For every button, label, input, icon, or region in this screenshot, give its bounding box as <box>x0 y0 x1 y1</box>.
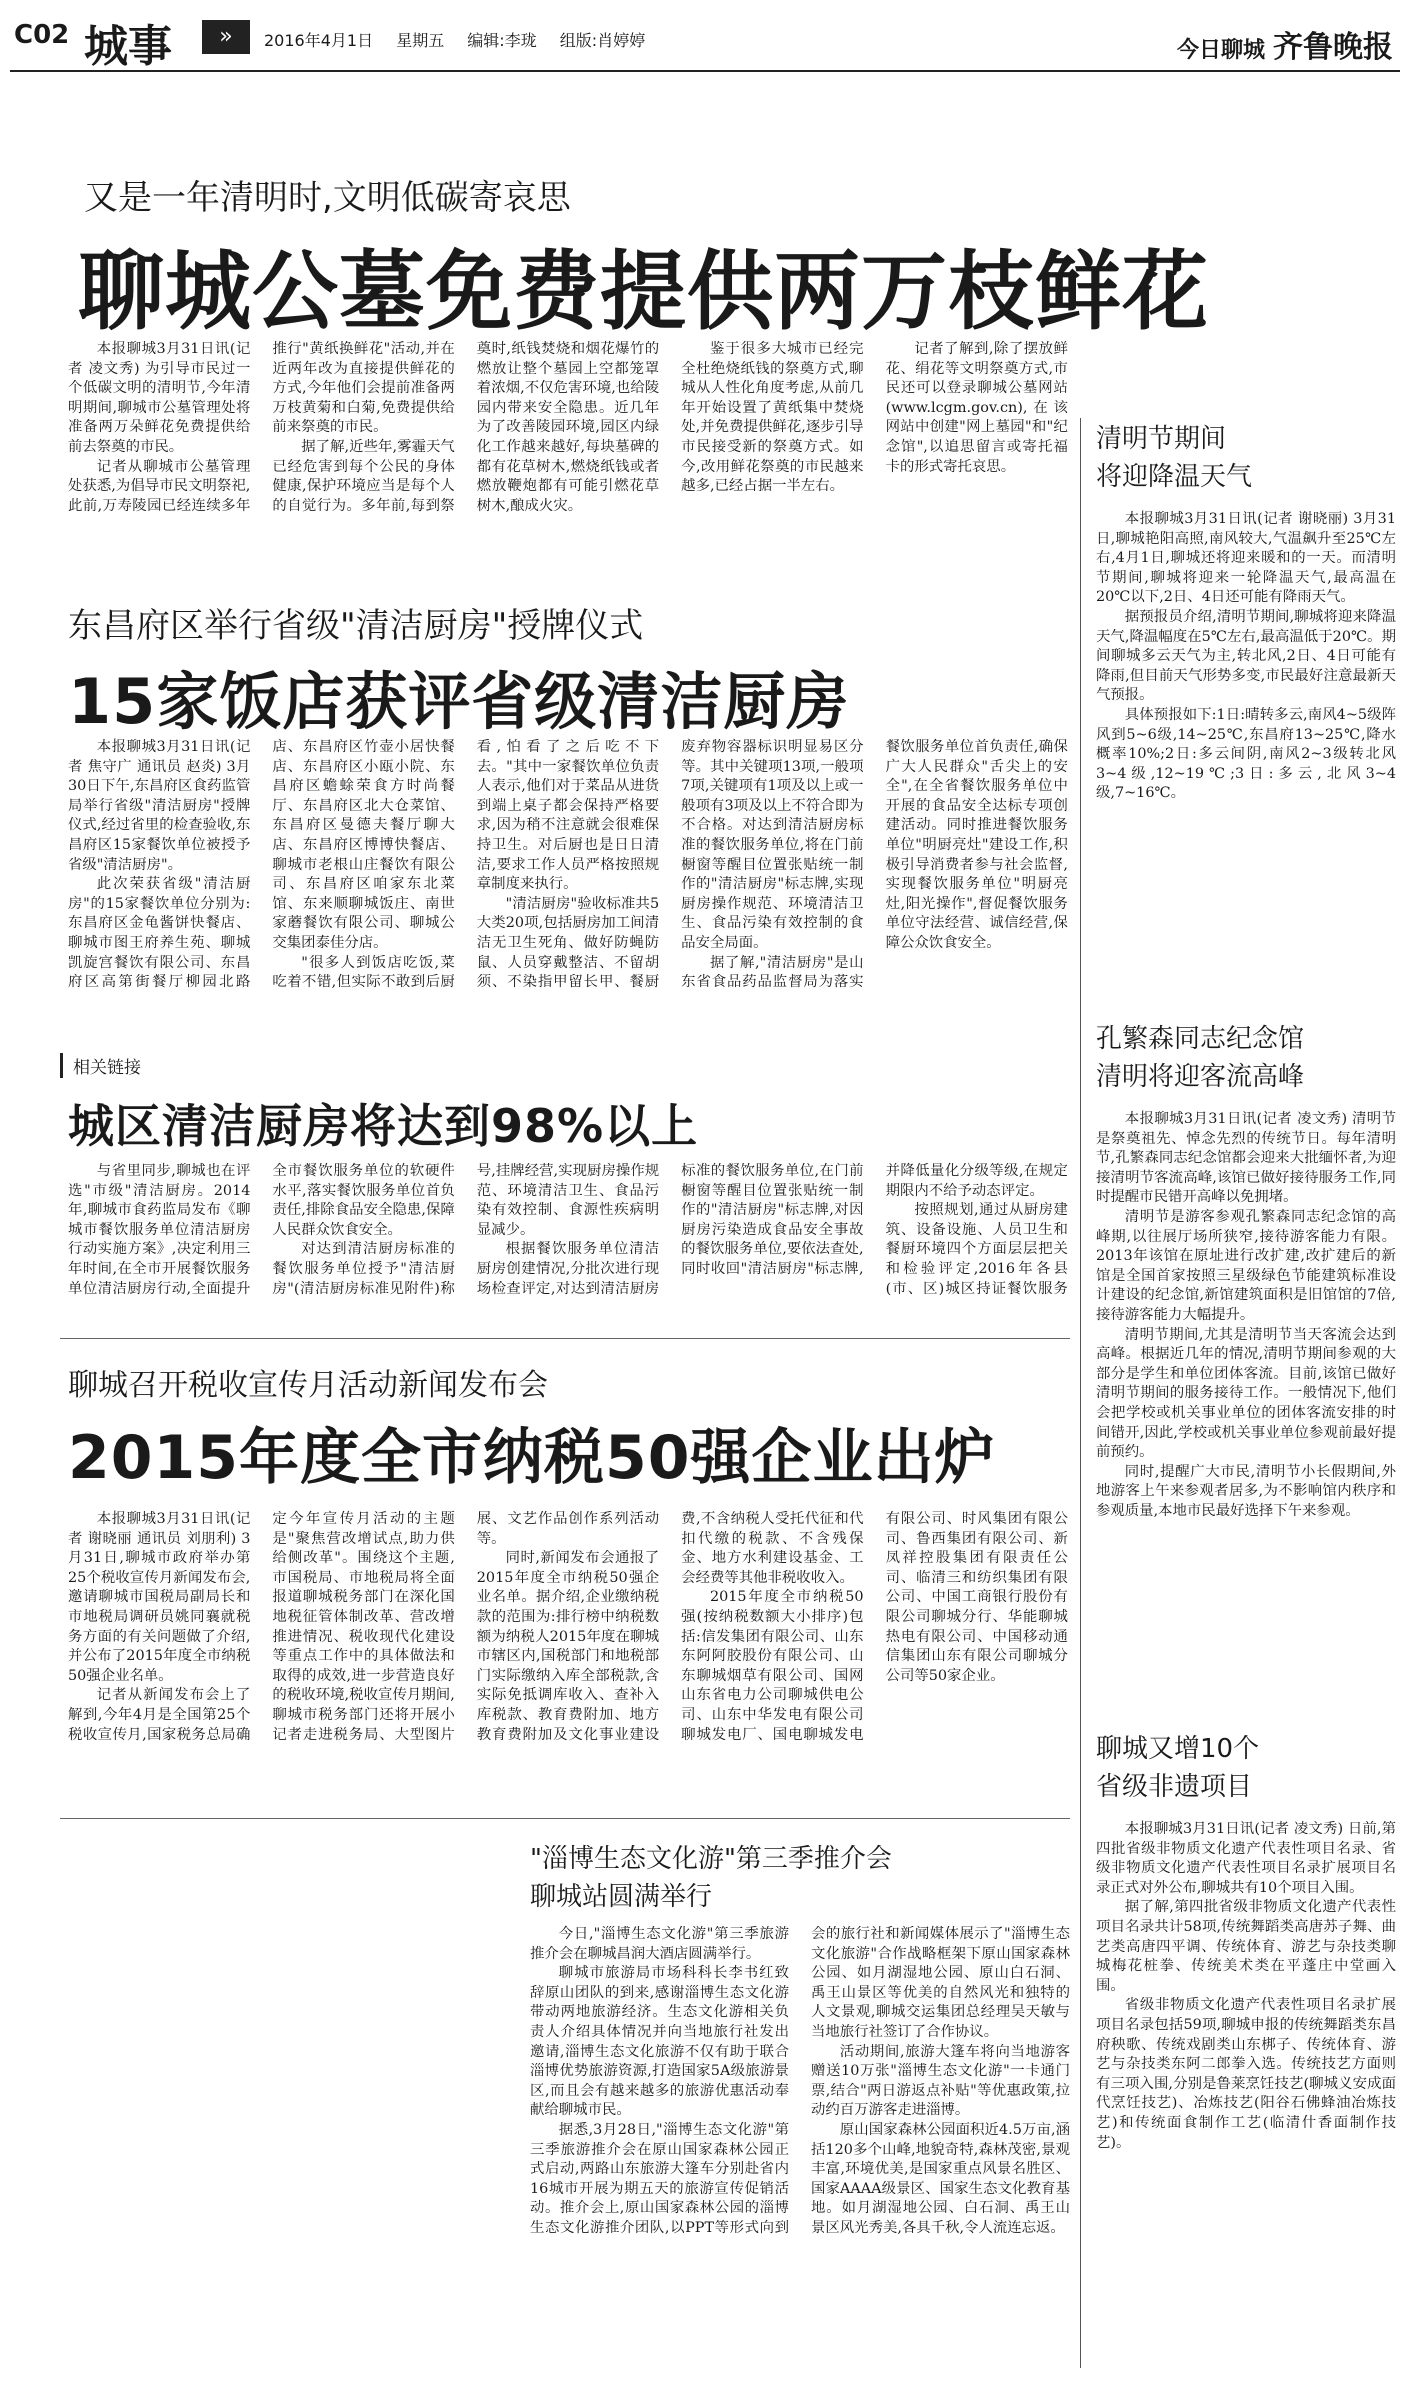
sidebar-para: 具体预报如下:1日:晴转多云,南风4~5级阵风到5~6级,14~25℃,东昌府13~25℃,降水概率10%;2日:多云间阴,南风2~3级转北风3~4级,12~19℃;3日:多云,北风3~4级,7~16℃。 <box>1096 706 1396 802</box>
sidebar-title: 孔繁森同志纪念馆 <box>1096 1024 1305 1054</box>
sidebar-title: 省级非遗项目 <box>1096 1772 1253 1802</box>
story1-para: 记者了解到,除了摆放鲜花、绢花等文明祭奠方式,市民还可以登录聊城公墓网站(www.lcgm.gov.cn),在该网站中创建"网上墓园"和"纪念馆",以追思留言或寄托福卡的形式寄托哀思。 <box>885 341 1068 475</box>
story1-headline: 聊城公墓免费提供两万枝鲜花 <box>78 242 1209 342</box>
masthead <box>1177 22 1393 66</box>
page-number: C02 <box>14 20 70 50</box>
issue-date: 2016年4月1日 <box>264 31 374 50</box>
story4-para: 2015年度全市纳税50强(按纳税数额大小排序)包括:信发集团有限公司、山东东阿阿胶股份有限公司、山东聊城烟草有限公司、国网山东省电力公司聊城供电公司、山东中华发电有限公司聊城发电厂、国电聊城发电有限公司、时风集团有限公司、鲁西集团有限公司、新凤祥控股集团有限责任公司、临清三和纺织集团有限公司、中国工商银行股份有限公司聊城分行、华能聊城热电有限公司、中国移动通信集团山东有限公司聊城分公司等50家企业。 <box>681 1511 1068 1743</box>
story-divider <box>60 1338 1070 1339</box>
sidebar-body <box>1096 1820 1396 2153</box>
editor-credit: 编辑:李珑 <box>467 31 537 50</box>
paper-logo: 齐鲁晚报 <box>1273 30 1393 65</box>
story2-para: 本报聊城3月31日讯(记者 焦守广 通讯员 赵炎) 3月30日下午,东昌府区食药监管局举行省级"清洁厨房"授牌仪式,经过省里的检查验收,东昌府区15家餐饮单位被授予省级"清洁厨房"。 <box>68 739 251 873</box>
story2-kicker: 东昌府区举行省级"清洁厨房"授牌仪式 <box>68 606 644 646</box>
sidebar-para: 同时,提醒广大市民,清明节小长假期间,外地游客上午来参观者居多,为不影响馆内秩序和参观质量,本地市民最好选择下午来参观。 <box>1096 1463 1396 1519</box>
page-header <box>0 0 1409 72</box>
story1-body <box>68 340 1068 572</box>
sidebar-title: 将迎降温天气 <box>1096 462 1253 492</box>
header-rule <box>10 70 1400 72</box>
sidebar-para: 清明节是游客参观孔繁森同志纪念馆的高峰期,以往展厅场所狭窄,接待游客能力有限。2013年该馆在原址进行改扩建,改扩建后的新馆是全国首家按照三星级绿色节能建筑标准设计建设的纪念馆,新馆建筑面积是旧馆馆的7倍,接待游客能力大幅提升。 <box>1096 1208 1396 1323</box>
story2-headline: 15家饭店获评省级清洁厨房 <box>68 665 850 738</box>
story3-para: 根据餐饮服务单位清洁厨房创建情况,分批次进行现场检查评定,对达到清洁厨房标准的餐饮服务单位,在门前橱窗等醒目位置张贴统一制作的"清洁厨房"标志牌,对因厨房污染造成食品安全事故的餐饮服务单位,要依法查处,同时收回"清洁厨房"标志牌,并降低量化分级等级,在规定期限内不给予动态评定。 <box>476 1163 1068 1297</box>
story1-para: 本报聊城3月31日讯(记者 凌文秀) 为引导市民过一个低碳文明的清明节,今年清明期间,聊城市公墓管理处将准备两万朵鲜花免费提供给前去祭奠的市民。 <box>68 341 251 455</box>
sidebar-title: 清明节期间 <box>1096 424 1227 454</box>
story1-kicker: 又是一年清明时,文明低碳寄哀思 <box>84 178 571 218</box>
layout-credit: 组版:肖婷婷 <box>559 31 646 50</box>
story4-para: 记者从新闻发布会上了解到,今年4月是全国第25个税收宣传月,国家税务总局确定今年宣传月活动的主题是"聚焦营改增试点,助力供给侧改革"。围绕这个主题,市国税局、市地税局将全面报道聊城税务部门在深化国地税征管体制改革、营改增推进情况、税收现代化建设等重点工作中的具体做法和取得的成效,进一步营造良好的税收环境,税收宣传月期间,聊城市税务部门还将开展小记者走进税务局、大型图片展、文艺作品创作系列活动等。 <box>68 1511 660 1743</box>
issue-meta <box>264 28 663 51</box>
story2-para: 此次荣获省级"清洁厨房"的15家餐饮单位分别为:东昌府区金龟酱饼快餐店、聊城市图王府养生苑、聊城凯旋宫餐饮有限公司、东昌府区高第街餐厅柳园北路店、东昌府区竹壶小居快餐店、东昌府区小瓯小院、东昌府区蟾蜍荣食方时尚餐厅、东昌府区北大仓菜馆、东昌府区曼德夫餐厅聊大店、东昌府区博博快餐店、聊城市老根山庄餐饮有限公司、东昌府区咱家东北菜馆、东来顺聊城饭庄、南世家蘑餐饮有限公司、聊城公交集团泰佳分店。 <box>68 739 455 991</box>
sidebar-weather <box>1096 420 1396 1015</box>
story2-body <box>68 738 1068 1043</box>
sidebar-title: 聊城又增10个 <box>1096 1734 1260 1764</box>
story5-kicker: "淄博生态文化游"第三季推介会 <box>530 1844 892 1874</box>
story1-para: 记者从聊城市公墓管理处获悉,为倡导市民文明祭祀,此前,万寿陵园已经连续多年推行"黄纸换鲜花"活动,并在近两年改为直接提供鲜花的方式,今年他们会提前准备两万枝黄菊和白菊,免费提供给前来祭奠的市民。 <box>68 341 455 514</box>
story4-body <box>68 1510 1068 1812</box>
related-link-tag: 相关链接 <box>60 1053 141 1078</box>
sidebar-para: 本报聊城3月31日讯(记者 凌文秀) 日前,第四批省级非物质文化遗产代表性项目名录、省级非物质文化遗产代表性项目名录扩展项目名录正式对外公布,聊城共有10个项目入围。 <box>1096 1821 1396 1896</box>
sidebar-title: 清明将迎客流高峰 <box>1096 1062 1305 1092</box>
story2-para: 据了解,"清洁厨房"是山东省食品药品监督局为落实餐饮服务单位首负责任,确保广大人民群众"舌尖上的安全",在全省餐饮服务单位中开展的食品安全达标专项创建活动。同时推进餐饮服务单位"明厨亮灶"建设工作,积极引导消费者参与社会监督,实现餐饮服务单位"明厨亮灶,阳光操作",督促餐饮服务单位守法经营、诚信经营,保障公众饮食安全。 <box>681 739 1068 991</box>
story5-para: 今日,"淄博生态文化游"第三季旅游推介会在聊城昌润大酒店圆满举行。 <box>530 1926 789 1962</box>
sidebar-para: 据预报员介绍,清明节期间,聊城将迎来降温天气,降温幅度在5℃左右,最高温低于20℃。期间聊城多云天气为主,转北风,2日、4日可能有降雨,但目前天气形势多变,市民最好注意最新天气预报。 <box>1096 608 1396 704</box>
story3-para: 与省里同步,聊城也在评选"市级"清洁厨房。2014年,聊城市食药监局发布《聊城市餐饮服务单位清洁厨房行动实施方案》,决定利用三年时间,在全市开展餐饮服务单位清洁厨房行动,全面提升全市餐饮服务单位的软硬件水平,落实餐饮服务单位首负责任,排除食品安全隐患,保障人民群众饮食安全。 <box>68 1163 455 1297</box>
story-divider <box>60 1818 1070 1819</box>
sidebar-body <box>1096 510 1396 804</box>
double-arrow-icon: » <box>202 20 250 54</box>
sidebar-heritage <box>1096 1730 1396 2370</box>
story1-para: 鉴于很多大城市已经完全杜绝烧纸钱的祭奠方式,聊城从人性化角度考虑,从前几年开始设置了黄纸集中焚烧处,并免费提供鲜花,逐步引导市民接受新的祭奠方式。如今,改用鲜花祭奠的市民越来越多,已经占据一半左右。 <box>681 341 864 495</box>
story5-para: 聊城市旅游局市场科科长李书红致辞原山团队的到来,感谢淄博生态文化游带动两地旅游经济。生态文化游相关负责人介绍具体情况并向当地旅行社发出邀请,淄博生态文化旅游不仅有助于联合淄博优势旅游资源,打造国家5A级旅游景区,而且会有越来越多的旅游优惠活动奉献给聊城市民。 <box>530 1965 789 2119</box>
story4-headline: 2015年度全市纳税50强企业出炉 <box>68 1423 996 1493</box>
sidebar-para: 本报聊城3月31日讯(记者 凌文秀) 清明节是祭奠祖先、悼念先烈的传统节日。每年清明节,孔繁森同志纪念馆都会迎来大批缅怀者,为迎接清明节客流高峰,该馆已做好接待服务工作,同时提醒市民错开高峰以免拥堵。 <box>1096 1111 1396 1206</box>
sidebar-para: 本报聊城3月31日讯(记者 谢晓丽) 3月31日,聊城艳阳高照,南风较大,气温飙升至25℃左右,4月1日,聊城还将迎来暖和的一天。而清明节期间,聊城将迎来一轮降温天气,最高温在20℃以下,2日、4日还可能有降雨天气。 <box>1096 511 1396 606</box>
sidebar-body <box>1096 1110 1396 1521</box>
section-title: 城事 <box>84 21 172 72</box>
story3-para: 按照规划,通过从厨房建筑、设备设施、人员卫生和餐厨环境四个方面层层把关和检验评定,2016年各县(市、区)城区持证餐饮服务 <box>885 1202 1068 1297</box>
story3-headline: 城区清洁厨房将达到98%以上 <box>68 1099 699 1153</box>
story5-headline: 聊城站圆满举行 <box>530 1882 713 1912</box>
story5-body <box>530 1925 1070 2365</box>
story4-para: 本报聊城3月31日讯(记者 谢晓丽 通讯员 刘朋利) 3月31日,聊城市政府举办第25个税收宣传月新闻发布会,邀请聊城市国税局副局长和市地税局调研员姚同襄就税务方面的有关问题做了介绍,并公布了2015年度全市纳税50强企业名单。 <box>68 1511 251 1684</box>
story2-para: "清洁厨房"验收标准共5大类20项,包括厨房加工间清洁无卫生死角、做好防蝇防鼠、人员穿戴整洁、不留胡须、不染指甲留长甲、餐厨废弃物容器标识明显易区分等。其中关键项13项,一般项7项,关键项有1项及以上或一般项有3项及以上不符合即为不合格。对达到清洁厨房标准的餐饮服务单位,将在门前橱窗等醒目位置张贴统一制作的"清洁厨房"标志牌,实现厨房操作规范、环境清洁卫生、食品污染有效控制的食品安全局面。 <box>476 739 864 991</box>
sidebar-para: 据了解,第四批省级非物质文化遗产代表性项目名录共计58项,传统舞蹈类高唐苏子舞、曲艺类高唐四平调、传统体育、游艺与杂技类聊城梅花桩拳、传统美术类在平蓬庄中堂画入围。 <box>1096 1899 1396 1994</box>
story3-body <box>68 1162 1068 1318</box>
story5-para: 原山国家森林公园面积近4.5万亩,涵括120多个山峰,地貌奇特,森林茂密,景观丰富,环境优美,是国家重点风景名胜区、国家AAAA级景区、国家生态文化教育基地。如月湖湿地公园、白石洞、禹王山景区风光秀美,各具千秋,令人流连忘返。 <box>811 2121 1070 2236</box>
story5-para: 活动期间,旅游大篷车将向当地游客赠送10万张"淄博生态文化游"一卡通门票,结合"两日游返点补贴"等优惠政策,拉动约百万游客走进淄博。 <box>811 2043 1070 2119</box>
story4-para: 同时,新闻发布会通报了2015年度全市纳税50强企业名单。据介绍,企业缴纳税款的范围为:排行榜中纳税数额为纳税人2015年度在聊城市辖区内,国税部门和地税部门实际缴纳入库全部税款,含实际免抵调库收入、查补入库税款、教育费附加、地方教育费附加及文化事业建设费,不含纳税人受托代征和代扣代缴的税款、不含残保金、地方水利建设基金、工会经费等其他非税收收入。 <box>476 1511 864 1743</box>
story1-para: 据了解,近些年,雾霾天气已经危害到每个公民的身体健康,保护环境应当是每个人的自觉行为。多年前,每到祭奠时,纸钱焚烧和烟花爆竹的燃放让整个墓园上空都笼罩着浓烟,不仅危害环境,也给陵园内带来安全隐患。近几年为了改善陵园环境,园区内绿化工作越来越好,每块墓碑的都有花草树木,燃烧纸钱或者燃放鞭炮都有可能引燃花草树木,酿成火灾。 <box>272 341 660 514</box>
column-name: 今日聊城 <box>1176 38 1265 63</box>
sidebar-para: 清明节期间,尤其是清明节当天客流会达到高峰。根据近几年的情况,清明节期间参观的大部分是学生和单位团体客流。目前,该馆已做好清明节期间的服务接待工作。一般情况下,他们会把学校或机关事业单位的团体客流安排的时间错开,因此,学校或机关事业单位参观前最好提前预约。 <box>1096 1326 1396 1461</box>
story2-para: "很多人到饭店吃饭,菜吃着不错,但实际不敢到后厨看,怕看了之后吃不下去。"其中一家餐饮单位负责人表示,他们对于菜品从进货到端上桌子都会保持严格要求,因为稍不注意就会很难保持卫生。对后厨也是日日清洁,要求工作人员严格按照规章制度来执行。 <box>272 739 660 991</box>
sidebar-divider <box>1080 418 1081 2368</box>
sidebar-para: 省级非物质文化遗产代表性项目名录扩展项目名录包括59项,聊城申报的传统舞蹈类东昌府秧歌、传统戏剧类山东梆子、传统体育、游艺与杂技类东阿二郎拳入选。传统技艺方面则有三项入围,分别是鲁莱烹饪技艺(聊城义安成面代烹饪技艺)、冶炼技艺(阳谷石佛蜂油冶炼技艺)和传统面食制作工艺(临清什香面制作技艺)。 <box>1096 1997 1396 2151</box>
story3-para: 对达到清洁厨房标准的餐饮服务单位授予"清洁厨房"(清洁厨房标准见附件)称号,挂牌经营,实现厨房操作规范、环境清洁卫生、食品污染有效控制、食源性疾病明显减少。 <box>272 1163 660 1297</box>
issue-weekday: 星期五 <box>396 31 445 50</box>
sidebar-memorial <box>1096 1020 1396 1700</box>
story5-para: 据悉,3月28日,"淄博生态文化游"第三季旅游推介会在原山国家森林公园正式启动,两路山东旅游大篷车分别赴省内16城市开展为期五天的旅游宣传促销活动。推介会上,原山国家森林公园的淄博生态文化游推介团队,以PPT等形式向到会的旅行社和新闻媒体展示了"淄博生态文化旅游"合作战略框架下原山国家森林公园、如月湖湿地公园、原山白石洞、禹王山景区等优美的自然风光和独特的人文景观,聊城交运集团总经理吴天敏与当地旅行社签订了合作协议。 <box>530 1926 1070 2236</box>
story4-kicker: 聊城召开税收宣传月活动新闻发布会 <box>68 1368 548 1403</box>
